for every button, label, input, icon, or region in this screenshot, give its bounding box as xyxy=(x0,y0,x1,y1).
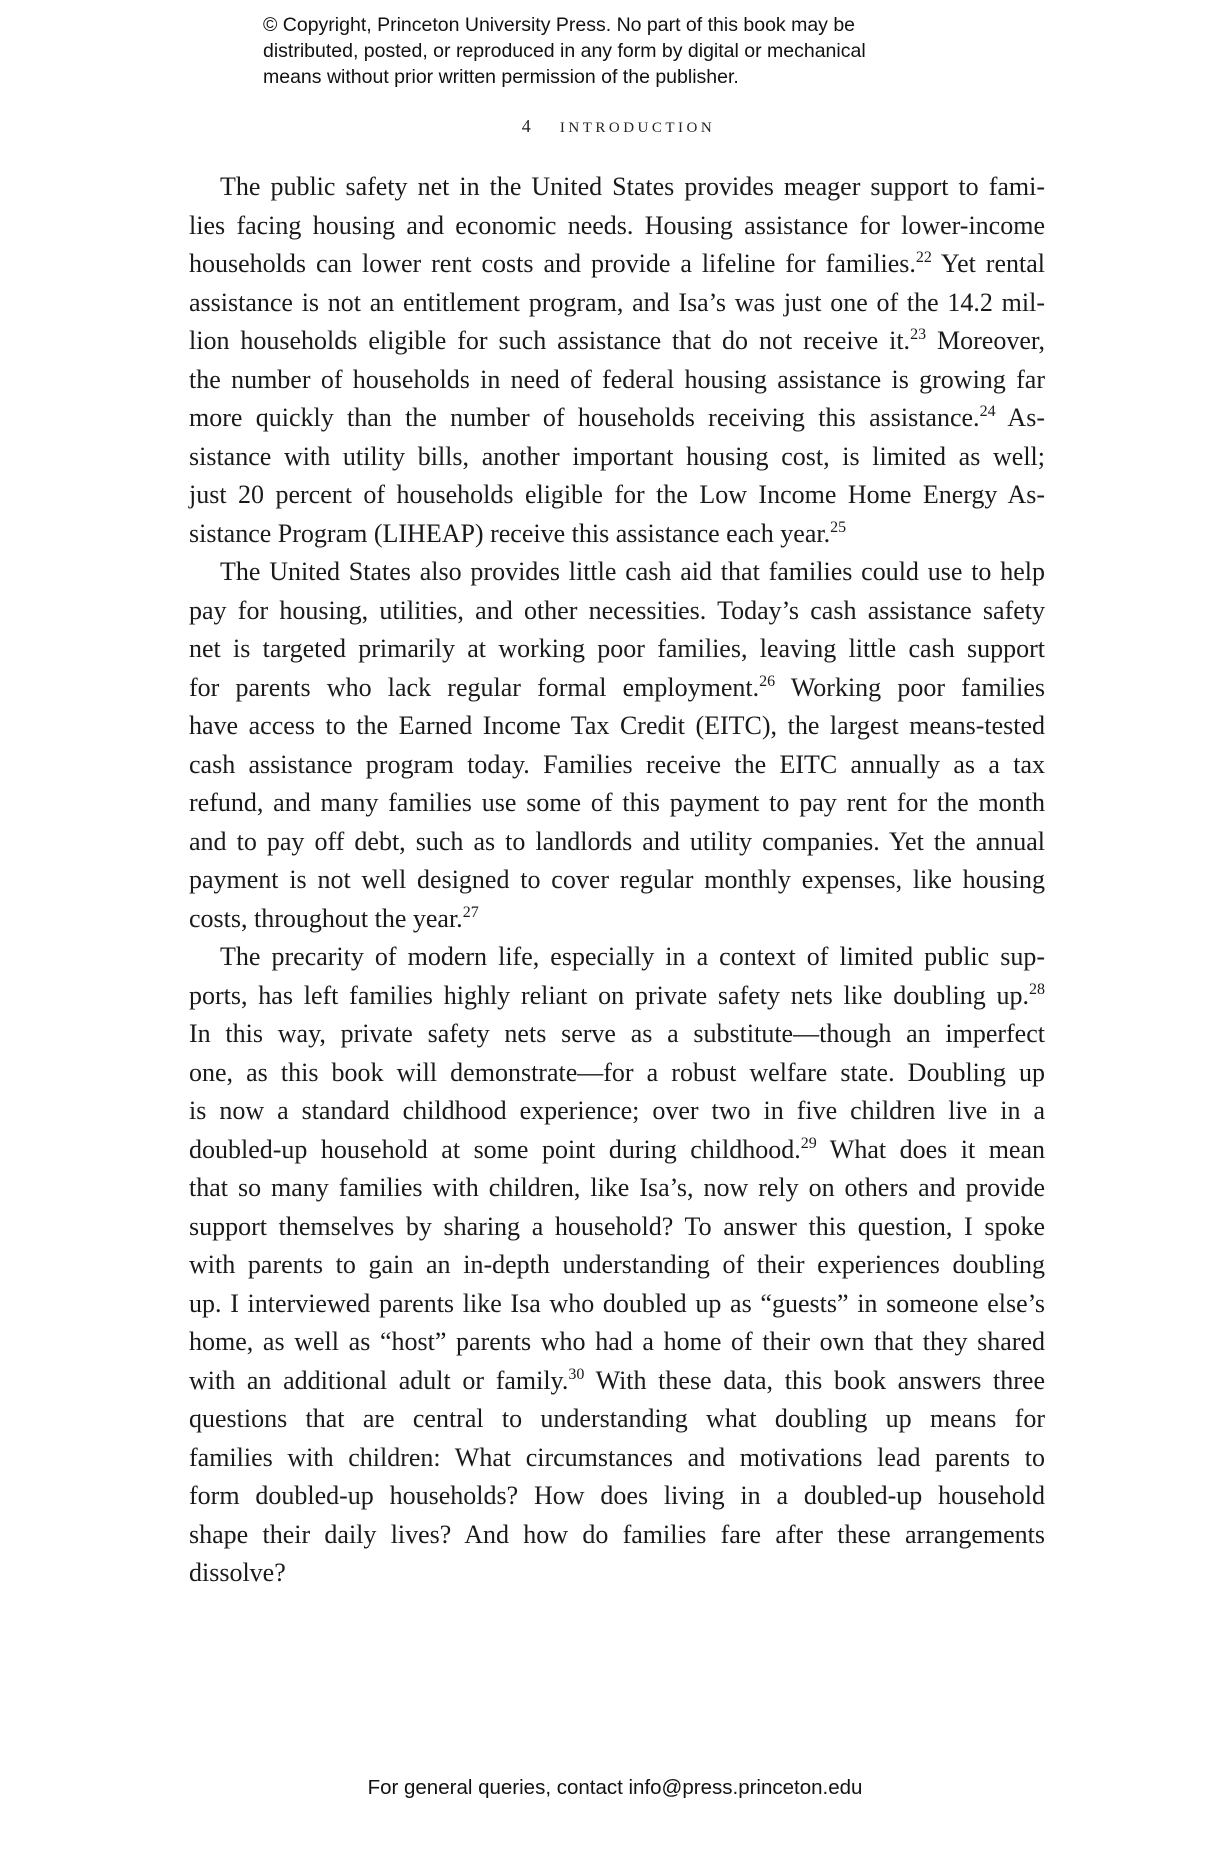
text-line xyxy=(189,746,1045,785)
line-text: lion households eligible for such assistance that do not receive it. xyxy=(189,326,911,355)
line-text: families with children: What circumstances and motivations lead parents to xyxy=(189,1442,1045,1472)
line-text: refund, and many families use some of this payment to pay rent for the month xyxy=(189,788,1045,817)
line-text: ports, has left families highly reliant on private safety nets like doubling up. xyxy=(189,980,1029,1010)
line-text: with parents to gain an in-depth understanding of their experiences doubling xyxy=(189,1250,1045,1279)
text-line xyxy=(189,322,1045,361)
line-text: The United States also provides little cash aid that families could use to help xyxy=(220,557,1045,586)
text-line xyxy=(189,784,1045,823)
footnote-marker[interactable]: 27 xyxy=(462,903,479,921)
copyright-line-1: © Copyright, Princeton University Press. No part of this book may be xyxy=(263,14,856,36)
text-line xyxy=(189,1516,1045,1555)
line-text: questions that are central to understanding what doubling up means for xyxy=(189,1404,1045,1433)
footer-contact: For general queries, contact info@press.princeton.edu xyxy=(367,1776,863,1799)
line-text: The public safety net in the United States provides meager support to fami- xyxy=(220,172,1045,201)
footnote-marker[interactable]: 30 xyxy=(568,1365,585,1383)
line-text: net is targeted primarily at working poor families, leaving little cash support xyxy=(189,634,1045,663)
line-text: In this way, private safety nets serve as a substitute—though an imperfect xyxy=(189,1019,1045,1048)
line-text: more quickly than the number of households receiving this assistance. xyxy=(189,403,980,432)
line-text: that so many families with children, like Isa’s, now rely on others and provide xyxy=(189,1173,1045,1202)
line-text: for parents who lack regular formal employment. xyxy=(189,672,760,702)
text-line xyxy=(189,515,1045,554)
line-text: have access to the Earned Income Tax Credit (EITC), the largest means-tested xyxy=(189,711,1045,740)
running-head xyxy=(0,113,1225,138)
section-title: introduction xyxy=(559,113,716,137)
text-line xyxy=(189,1054,1045,1093)
page-number: 4 xyxy=(521,116,531,136)
text-line xyxy=(189,168,1045,207)
text-line xyxy=(189,669,1045,708)
line-text: doubled-up household at some point during childhood. xyxy=(189,1134,801,1164)
text-line xyxy=(189,476,1045,515)
text-line xyxy=(189,1323,1045,1362)
text-line xyxy=(189,1092,1045,1131)
text-line xyxy=(189,1169,1045,1208)
line-text: with an additional adult or family. xyxy=(189,1365,569,1395)
line-text-after-note: Yet rental xyxy=(931,249,1045,278)
text-line xyxy=(189,245,1045,284)
line-text: and to pay off debt, such as to landlords and utility companies. Yet the annual xyxy=(189,826,1045,856)
text-line xyxy=(189,553,1045,592)
line-text-after-note: Moreover, xyxy=(926,326,1045,355)
line-text: support themselves by sharing a household? To answer this question, I spoke xyxy=(189,1211,1045,1241)
line-text: assistance is not an entitlement program, and Isa’s was just one of the 14.2 mil- xyxy=(189,287,1045,317)
text-line xyxy=(189,900,1045,939)
text-line xyxy=(189,399,1045,438)
footnote-marker[interactable]: 24 xyxy=(979,403,996,420)
line-text-after-note: With these data, this book answers three xyxy=(584,1365,1045,1395)
footnote-marker[interactable]: 25 xyxy=(830,518,847,536)
text-line xyxy=(189,1208,1045,1247)
text-line xyxy=(189,977,1045,1016)
line-text-after-note: Working poor families xyxy=(775,672,1046,702)
text-line xyxy=(189,823,1045,862)
text-line xyxy=(189,1015,1045,1054)
line-text: shape their daily lives? And how do families fare after these arrangements xyxy=(189,1519,1045,1549)
paragraph xyxy=(189,553,1045,938)
line-text: pay for housing, utilities, and other necessities. Today’s cash assistance safety xyxy=(189,595,1045,625)
line-text-after-note: As- xyxy=(995,403,1045,432)
body-text xyxy=(189,168,1045,1593)
footnote-marker[interactable]: 28 xyxy=(1029,980,1045,998)
line-text: payment is not well designed to cover regular monthly expenses, like housing xyxy=(189,865,1045,894)
text-line xyxy=(189,1362,1045,1401)
line-text: home, as well as “host” parents who had a home of their own that they shared xyxy=(189,1327,1045,1356)
text-line xyxy=(189,1400,1045,1439)
line-text: is now a standard childhood experience; over two in five children live in a xyxy=(189,1096,1045,1125)
text-line xyxy=(189,592,1045,631)
text-line xyxy=(189,1477,1045,1516)
copyright-line-2: distributed, posted, or reproduced in any form by digital or mechanical xyxy=(263,40,866,62)
line-text: households can lower rent costs and provide a lifeline for families. xyxy=(189,249,916,278)
line-text-after-note: What does it mean xyxy=(816,1134,1046,1164)
footnote-marker[interactable]: 26 xyxy=(759,672,776,690)
text-line xyxy=(189,1131,1045,1170)
line-text: form doubled-up households? How does living in a doubled-up household xyxy=(189,1481,1045,1510)
line-text: lies facing housing and economic needs. Housing assistance for lower-income xyxy=(189,210,1045,240)
text-line xyxy=(189,1554,1045,1593)
line-text: dissolve? xyxy=(189,1558,286,1587)
copyright-line-3: means without prior written permission of the publisher. xyxy=(263,66,739,88)
text-line xyxy=(189,1439,1045,1478)
line-text: The precarity of modern life, especially in a context of limited public sup- xyxy=(220,942,1045,971)
line-text: up. I interviewed parents like Isa who doubled up as “guests” in someone else’s xyxy=(189,1288,1045,1318)
line-text: costs, throughout the year. xyxy=(189,903,463,933)
line-text: just 20 percent of households eligible for the Low Income Home Energy As- xyxy=(189,480,1045,509)
footnote-marker[interactable]: 29 xyxy=(800,1134,817,1152)
text-line xyxy=(189,861,1045,900)
text-line xyxy=(189,707,1045,746)
line-text: sistance with utility bills, another important housing cost, is limited as well; xyxy=(189,441,1045,471)
text-line xyxy=(189,361,1045,400)
text-line xyxy=(189,438,1045,477)
line-text: the number of households in need of federal housing assistance is growing far xyxy=(189,364,1045,394)
text-line xyxy=(189,630,1045,669)
text-line xyxy=(189,1285,1045,1324)
copyright-notice xyxy=(263,12,963,90)
text-line xyxy=(189,938,1045,977)
text-line xyxy=(189,207,1045,246)
text-line xyxy=(189,284,1045,323)
text-line xyxy=(189,1246,1045,1285)
paragraph xyxy=(189,938,1045,1593)
line-text: one, as this book will demonstrate—for a robust welfare state. Doubling up xyxy=(189,1057,1045,1087)
line-text: cash assistance program today. Families receive the EITC annually as a tax xyxy=(189,749,1045,779)
line-text: sistance Program (LIHEAP) receive this assistance each year. xyxy=(189,518,831,548)
footnote-marker[interactable]: 22 xyxy=(915,249,932,266)
paragraph xyxy=(189,168,1045,553)
footnote-marker[interactable]: 23 xyxy=(910,326,927,343)
